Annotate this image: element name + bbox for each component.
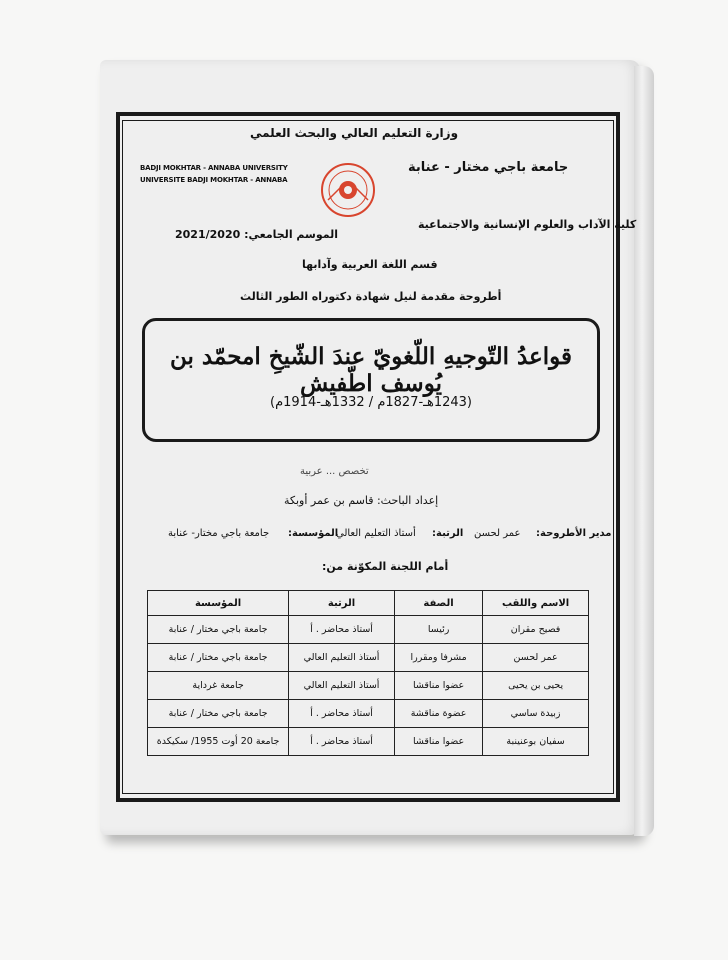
prepared-by-text: إعداد الباحث: قاسم بن عمر أوبكة (284, 494, 439, 507)
header-rank: الرتبة (289, 591, 395, 616)
thesis-type-text: أطروحة مقدمة لنيل شهادة دكتوراه الطور الثالث (240, 290, 502, 303)
cell-name: زبيدة ساسي (483, 700, 589, 728)
cell-institution: جامعة باجي مختار / عنابة (148, 644, 289, 672)
title-box (142, 318, 600, 442)
committee-table (147, 590, 589, 756)
cell-name: عمر لحسن (483, 644, 589, 672)
director-rank: أستاذ التعليم العالي (336, 528, 416, 539)
cell-rank: أستاذ التعليم العالي (289, 644, 395, 672)
thesis-title: قواعدُ التّوجيهِ اللّغويّ عندَ الشّيخِ امحمّد بن يُوسف اطّفيش (169, 343, 573, 397)
table-header-row (148, 591, 589, 616)
cell-rank: أستاذ التعليم العالي (289, 672, 395, 700)
book-spine (634, 66, 654, 836)
cell-role: عضوا مناقشا (394, 728, 482, 756)
cell-role: مشرفا ومقررا (394, 644, 482, 672)
ministry-text: وزارة التعليم العالي والبحث العلمي (250, 126, 459, 140)
university-logo-icon (318, 160, 378, 220)
cell-institution: جامعة 20 أوت 1955/ سكيكدة (148, 728, 289, 756)
university-name-fr: UNIVERSITE BADJI MOKHTAR - ANNABA (140, 176, 288, 184)
table-row (148, 644, 589, 672)
header-institution: المؤسسة (148, 591, 289, 616)
department-text: قسم اللغة العربية وآدابها (302, 258, 438, 271)
cell-name: يحيى بن يحيى (483, 672, 589, 700)
committee-heading: أمام اللجنة المكوّنة من: (322, 560, 449, 573)
cell-institution: جامعة غرداية (148, 672, 289, 700)
director-name: عمر لحسن (474, 528, 521, 539)
director-institution: جامعة باجي مختار- عنابة (168, 528, 270, 539)
rank-label: الرتبة: (432, 528, 464, 539)
director-label: مدير الأطروحة: (536, 528, 612, 539)
cell-rank: أستاذ محاضر . أ (289, 616, 395, 644)
thesis-dates: (1243هـ-1827م / 1332هـ-1914م) (270, 395, 472, 410)
table-row (148, 700, 589, 728)
cell-role: عضوة مناقشة (394, 700, 482, 728)
header-role: الصفة (394, 591, 482, 616)
faculty-text: كلية الآداب والعلوم الإنسانية والاجتماعية (418, 218, 637, 231)
cell-name: فصيح مقران (483, 616, 589, 644)
cell-institution: جامعة باجي مختار / عنابة (148, 616, 289, 644)
university-name-ar: جامعة باجي مختار - عنابة (408, 160, 569, 175)
table-row (148, 672, 589, 700)
university-name-en: BADJI MOKHTAR - ANNABA UNIVERSITY (140, 164, 288, 172)
cell-role: رئيسا (394, 616, 482, 644)
table-row (148, 728, 589, 756)
table-row (148, 616, 589, 644)
institution-label: المؤسسة: (288, 528, 339, 539)
cell-role: عضوا مناقشا (394, 672, 482, 700)
season-text: الموسم الجامعي: 2021/2020 (175, 228, 339, 241)
cell-institution: جامعة باجي مختار / عنابة (148, 700, 289, 728)
cell-name: سفيان بوعنينبة (483, 728, 589, 756)
cell-rank: أستاذ محاضر . أ (289, 700, 395, 728)
specialty-text: تخصص ... عربية (300, 466, 369, 477)
cell-rank: أستاذ محاضر . أ (289, 728, 395, 756)
header-name: الاسم واللقب (483, 591, 589, 616)
